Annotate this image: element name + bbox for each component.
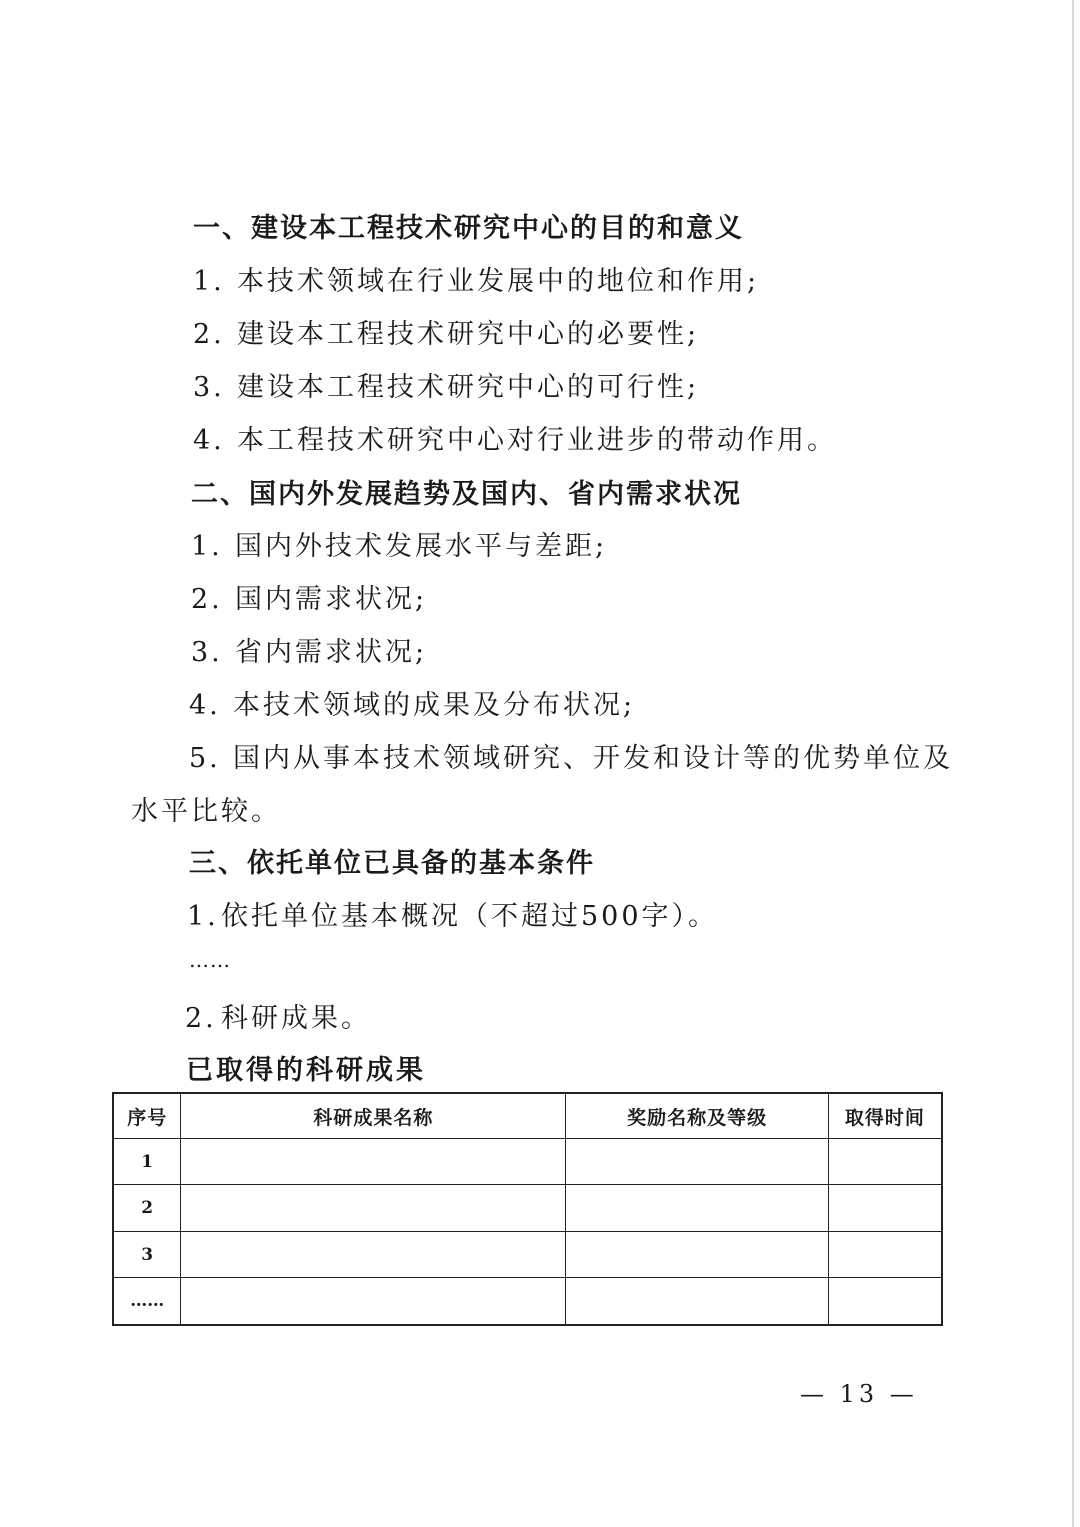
section-2-item-5 [189,736,953,775]
header-award-name-level: 奖励名称及等级 [566,1093,828,1139]
table-cell-serial: 3 [113,1231,181,1277]
header-date-obtained: 取得时间 [828,1093,942,1139]
section-3-ellipsis: …… [189,948,231,972]
table-row [113,1139,942,1185]
page-edge-shadow [1072,0,1074,1527]
section-3-item-2 [185,996,371,1035]
table-row [113,1185,942,1231]
table-cell-date [828,1139,942,1185]
item-text: 建设本工程技术研究中心的必要性; [237,319,700,350]
section-1-item-1 [193,259,759,298]
section-1-item-3 [193,365,699,404]
table-cell-serial: 1 [113,1139,181,1185]
item-text: 本技术领域在行业发展中的地位和作用; [237,266,760,297]
section-2-item-1 [191,524,607,563]
table-row [113,1231,942,1277]
research-results-table [112,1092,943,1326]
section-1-item-4 [193,418,837,457]
table-cell-result-name [181,1185,566,1231]
item-number: 3. [193,372,225,403]
item-number: 2. [193,319,225,350]
table-cell-result-name [181,1139,566,1185]
item-text: 本技术领域的成果及分布状况; [233,690,636,721]
item-number: 2. [185,1003,217,1034]
item-number: 4. [193,425,225,456]
item-text: 国内外技术发展水平与差距; [235,531,608,562]
item-number: 1. [193,266,225,297]
item-text: 省内需求状况; [235,637,428,668]
item-number: 4. [189,690,221,721]
item-text: 国内需求状况; [235,584,428,615]
item-text: 依托单位基本概况（不超过500字）。 [221,901,719,932]
table-cell-date [828,1278,942,1325]
item-number: 3. [191,637,223,668]
table-cell-date [828,1185,942,1231]
item-text: 建设本工程技术研究中心的可行性; [237,372,700,403]
table-cell-serial: …… [113,1278,181,1325]
item-number: 1. [191,531,223,562]
table-cell-award [566,1185,828,1231]
section-1-item-2 [193,312,699,351]
table-cell-award [566,1231,828,1277]
header-result-name: 科研成果名称 [181,1093,566,1139]
section-3-heading: 三、依托单位已具备的基本条件 [189,848,595,879]
section-2-heading: 二、国内外发展趋势及国内、省内需求状况 [191,479,742,510]
item-text: 科研成果。 [221,1003,371,1034]
item-text: 本工程技术研究中心对行业进步的带动作用。 [237,425,837,456]
table-cell-result-name [181,1278,566,1325]
section-1-heading: 一、建设本工程技术研究中心的目的和意义 [193,213,744,244]
section-3-item-1 [187,894,718,933]
section-2-item-2 [191,577,427,616]
section-2-item-5-continuation: 水平比较。 [131,796,281,827]
table-caption: 已取得的科研成果 [186,1055,426,1086]
page-number: — 13 — [800,1380,918,1408]
table-cell-serial: 2 [113,1185,181,1231]
table-cell-date [828,1231,942,1277]
table-cell-result-name [181,1231,566,1277]
item-number: 5. [189,743,221,774]
item-text: 国内从事本技术领域研究、开发和设计等的优势单位及 [233,743,953,774]
item-number: 2. [191,584,223,615]
section-2-item-4 [189,683,635,722]
table-header-row [113,1093,942,1139]
table-row [113,1278,942,1325]
header-serial-number: 序号 [113,1093,181,1139]
table-cell-award [566,1278,828,1325]
table-cell-award [566,1139,828,1185]
section-2-item-3 [191,630,427,669]
item-number: 1. [187,901,219,932]
